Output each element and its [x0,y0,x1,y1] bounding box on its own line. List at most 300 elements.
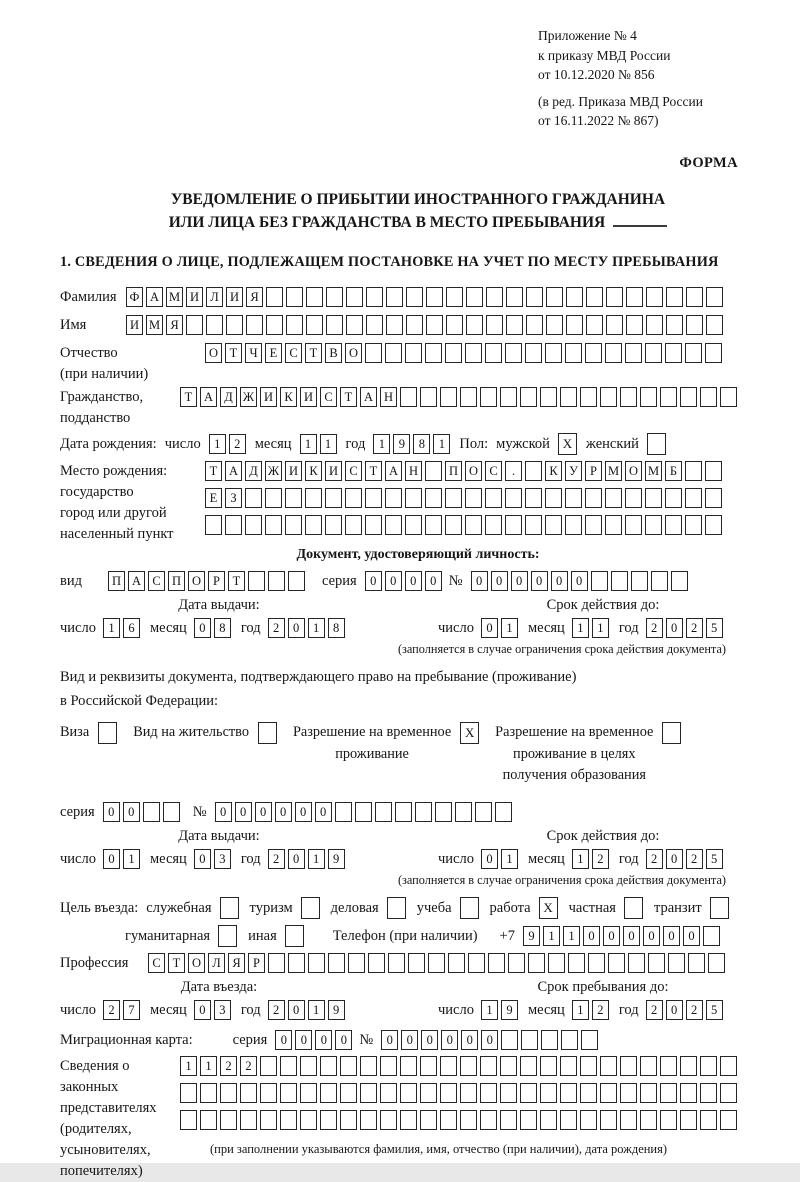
box-cell[interactable]: 0 [275,802,292,822]
box-cell[interactable] [245,488,262,508]
box-cell[interactable]: 2 [686,849,703,869]
patronymic-field[interactable] [205,343,725,363]
box-cell[interactable] [645,488,662,508]
box-cell[interactable]: С [485,461,502,481]
identity-doc-number-field[interactable] [471,571,691,591]
box-cell[interactable] [666,315,683,335]
purpose-other-checkbox[interactable] [285,925,307,947]
box-cell[interactable] [708,953,725,973]
box-cell[interactable] [540,1110,557,1130]
box-cell[interactable] [520,1110,537,1130]
box-cell[interactable] [545,343,562,363]
stay-until-month-field[interactable] [572,1000,612,1020]
box-cell[interactable]: 0 [623,926,640,946]
box-cell[interactable]: К [280,387,297,407]
box-cell[interactable] [703,926,720,946]
box-cell[interactable] [366,315,383,335]
box-cell[interactable] [305,515,322,535]
box-cell[interactable] [406,287,423,307]
box-cell[interactable] [540,387,557,407]
box-cell[interactable]: 0 [663,926,680,946]
box-cell[interactable]: 9 [328,849,345,869]
box-cell[interactable]: 0 [511,571,528,591]
box-cell[interactable]: 0 [531,571,548,591]
box-cell[interactable]: О [625,461,642,481]
box-cell[interactable] [525,343,542,363]
box-cell[interactable] [268,953,285,973]
box-cell[interactable]: 1 [300,434,317,454]
box-cell[interactable] [386,287,403,307]
box-cell[interactable]: Я [246,287,263,307]
box-cell[interactable]: Я [166,315,183,335]
box-cell[interactable] [405,515,422,535]
box-cell[interactable]: 0 [666,849,683,869]
box-cell[interactable] [248,571,265,591]
box-cell[interactable] [626,287,643,307]
box-cell[interactable] [346,287,363,307]
box-cell[interactable]: 0 [275,1030,292,1050]
box-cell[interactable] [386,315,403,335]
box-cell[interactable] [305,488,322,508]
box-cell[interactable]: 1 [433,434,450,454]
box-cell[interactable]: 1 [373,434,390,454]
box-cell[interactable]: А [225,461,242,481]
entry-year-field[interactable] [268,1000,348,1020]
box-cell[interactable] [591,571,608,591]
box-cell[interactable] [380,1110,397,1130]
box-cell[interactable]: 0 [255,802,272,822]
visa-checkbox[interactable] [98,722,120,744]
box-cell[interactable] [420,1056,437,1076]
box-cell[interactable]: А [385,461,402,481]
box-cell[interactable] [385,515,402,535]
box-cell[interactable] [265,515,282,535]
profession-field[interactable] [148,953,728,973]
phone-field[interactable] [523,926,723,946]
box-cell[interactable] [680,387,697,407]
box-cell[interactable] [163,802,180,822]
box-cell[interactable] [375,802,392,822]
box-cell[interactable] [406,315,423,335]
box-cell[interactable]: Е [205,488,222,508]
box-cell[interactable]: И [300,387,317,407]
box-cell[interactable] [486,287,503,307]
box-cell[interactable] [620,1083,637,1103]
identity-doc-expiry-day[interactable] [481,618,521,638]
box-cell[interactable] [365,343,382,363]
box-cell[interactable]: Д [245,461,262,481]
box-cell[interactable] [546,315,563,335]
box-cell[interactable] [446,287,463,307]
purpose-work-checkbox[interactable] [539,897,561,919]
box-cell[interactable] [631,571,648,591]
stay-until-year-field[interactable] [646,1000,726,1020]
box-cell[interactable]: 2 [103,1000,120,1020]
firstname-field[interactable] [126,315,726,335]
box-cell[interactable] [360,1056,377,1076]
box-cell[interactable] [560,387,577,407]
identity-doc-issue-year[interactable] [268,618,348,638]
box-cell[interactable]: О [205,343,222,363]
box-cell[interactable]: 0 [288,849,305,869]
box-cell[interactable] [625,515,642,535]
box-cell[interactable] [500,387,517,407]
box-cell[interactable]: О [188,571,205,591]
box-cell[interactable] [560,1110,577,1130]
box-cell[interactable] [626,315,643,335]
box-cell[interactable] [385,343,402,363]
box-cell[interactable] [325,488,342,508]
box-cell[interactable]: 0 [194,618,211,638]
box-cell[interactable]: 2 [220,1056,237,1076]
box-cell[interactable] [465,488,482,508]
box-cell[interactable] [625,343,642,363]
surname-field[interactable] [126,287,726,307]
box-cell[interactable] [620,1110,637,1130]
box-cell[interactable] [300,1110,317,1130]
box-cell[interactable]: . [505,461,522,481]
box-cell[interactable]: Р [585,461,602,481]
stay-doc-series-field[interactable] [103,802,183,822]
box-cell[interactable] [624,897,643,919]
box-cell[interactable] [660,1056,677,1076]
box-cell[interactable] [665,343,682,363]
box-cell[interactable]: 0 [441,1030,458,1050]
box-cell[interactable] [700,1110,717,1130]
box-cell[interactable]: 1 [320,434,337,454]
box-cell[interactable] [225,515,242,535]
box-cell[interactable]: 0 [481,849,498,869]
box-cell[interactable] [700,387,717,407]
box-cell[interactable]: Т [168,953,185,973]
box-cell[interactable]: 0 [425,571,442,591]
box-cell[interactable]: Л [208,953,225,973]
box-cell[interactable] [506,287,523,307]
box-cell[interactable] [540,1056,557,1076]
box-cell[interactable] [640,387,657,407]
box-cell[interactable] [475,802,492,822]
box-cell[interactable] [600,387,617,407]
box-cell[interactable]: 0 [583,926,600,946]
box-cell[interactable] [485,515,502,535]
box-cell[interactable]: Р [248,953,265,973]
box-cell[interactable]: 0 [235,802,252,822]
box-cell[interactable] [288,953,305,973]
box-cell[interactable] [440,1056,457,1076]
box-cell[interactable]: 0 [103,802,120,822]
box-cell[interactable] [685,461,702,481]
migration-card-series-field[interactable] [275,1030,355,1050]
box-cell[interactable]: П [445,461,462,481]
box-cell[interactable] [426,315,443,335]
box-cell[interactable]: Ф [126,287,143,307]
box-cell[interactable]: 0 [385,571,402,591]
box-cell[interactable]: 0 [315,1030,332,1050]
box-cell[interactable] [685,343,702,363]
box-cell[interactable]: 1 [180,1056,197,1076]
box-cell[interactable]: 1 [572,1000,589,1020]
box-cell[interactable] [400,1056,417,1076]
box-cell[interactable]: 0 [471,571,488,591]
box-cell[interactable] [240,1083,257,1103]
box-cell[interactable]: 0 [461,1030,478,1050]
box-cell[interactable]: 0 [295,802,312,822]
box-cell[interactable] [266,315,283,335]
box-cell[interactable] [686,287,703,307]
box-cell[interactable] [300,1083,317,1103]
box-cell[interactable] [387,897,406,919]
box-cell[interactable] [640,1110,657,1130]
box-cell[interactable] [705,461,722,481]
box-cell[interactable] [671,571,688,591]
box-cell[interactable] [580,387,597,407]
box-cell[interactable] [680,1110,697,1130]
entry-day-field[interactable] [103,1000,143,1020]
box-cell[interactable] [280,1110,297,1130]
box-cell[interactable]: 2 [686,618,703,638]
box-cell[interactable] [520,387,537,407]
box-cell[interactable] [98,722,117,744]
box-cell[interactable]: 9 [393,434,410,454]
box-cell[interactable]: 3 [214,849,231,869]
box-cell[interactable] [568,953,585,973]
box-cell[interactable] [546,287,563,307]
temp-residence-education-checkbox[interactable] [662,722,684,744]
box-cell[interactable] [286,315,303,335]
box-cell[interactable] [286,287,303,307]
box-cell[interactable]: 0 [215,802,232,822]
box-cell[interactable]: Т [225,343,242,363]
box-cell[interactable] [466,315,483,335]
box-cell[interactable]: 0 [401,1030,418,1050]
box-cell[interactable] [385,488,402,508]
box-cell[interactable]: 0 [421,1030,438,1050]
box-cell[interactable] [345,515,362,535]
box-cell[interactable] [460,1110,477,1130]
box-cell[interactable] [660,1110,677,1130]
box-cell[interactable]: С [320,387,337,407]
box-cell[interactable] [548,953,565,973]
box-cell[interactable]: 8 [413,434,430,454]
box-cell[interactable] [440,1083,457,1103]
box-cell[interactable] [600,1083,617,1103]
box-cell[interactable] [360,1110,377,1130]
representatives-field-row3[interactable] [180,1110,740,1130]
box-cell[interactable]: 0 [288,618,305,638]
box-cell[interactable] [710,897,729,919]
box-cell[interactable] [365,515,382,535]
box-cell[interactable] [426,287,443,307]
box-cell[interactable]: З [225,488,242,508]
box-cell[interactable]: И [285,461,302,481]
box-cell[interactable] [280,1056,297,1076]
box-cell[interactable]: 2 [268,618,285,638]
box-cell[interactable]: 0 [295,1030,312,1050]
identity-doc-kind-field[interactable] [108,571,308,591]
purpose-transit-checkbox[interactable] [710,897,732,919]
box-cell[interactable] [220,1083,237,1103]
box-cell[interactable]: Е [265,343,282,363]
box-cell[interactable] [620,1056,637,1076]
box-cell[interactable] [420,1083,437,1103]
box-cell[interactable]: С [345,461,362,481]
box-cell[interactable]: 1 [103,618,120,638]
birth-year-field[interactable] [373,434,453,454]
box-cell[interactable] [488,953,505,973]
box-cell[interactable]: 0 [481,1030,498,1050]
box-cell[interactable]: 1 [572,849,589,869]
box-cell[interactable] [395,802,412,822]
box-cell[interactable]: Н [380,387,397,407]
box-cell[interactable] [355,802,372,822]
box-cell[interactable]: 8 [214,618,231,638]
box-cell[interactable] [368,953,385,973]
box-cell[interactable] [662,722,681,744]
box-cell[interactable] [400,1110,417,1130]
box-cell[interactable] [346,315,363,335]
box-cell[interactable]: 0 [381,1030,398,1050]
box-cell[interactable] [485,488,502,508]
box-cell[interactable] [640,1056,657,1076]
birth-day-field[interactable] [209,434,249,454]
box-cell[interactable]: А [146,287,163,307]
box-cell[interactable] [328,953,345,973]
box-cell[interactable] [585,343,602,363]
box-cell[interactable]: 0 [194,849,211,869]
stay-doc-expiry-year[interactable] [646,849,726,869]
box-cell[interactable]: 5 [706,1000,723,1020]
box-cell[interactable]: 5 [706,618,723,638]
box-cell[interactable] [586,315,603,335]
entry-month-field[interactable] [194,1000,234,1020]
box-cell[interactable] [680,1083,697,1103]
box-cell[interactable] [720,387,737,407]
box-cell[interactable]: Т [228,571,245,591]
box-cell[interactable] [720,1110,737,1130]
citizenship-field[interactable] [180,387,740,407]
box-cell[interactable] [560,1083,577,1103]
box-cell[interactable] [605,343,622,363]
box-cell[interactable] [285,488,302,508]
box-cell[interactable]: 0 [123,802,140,822]
box-cell[interactable] [521,1030,538,1050]
box-cell[interactable]: 0 [288,1000,305,1020]
box-cell[interactable]: 1 [200,1056,217,1076]
box-cell[interactable]: 1 [563,926,580,946]
box-cell[interactable]: 2 [229,434,246,454]
box-cell[interactable] [645,515,662,535]
box-cell[interactable] [288,571,305,591]
box-cell[interactable] [640,1083,657,1103]
box-cell[interactable] [561,1030,578,1050]
stay-doc-expiry-month[interactable] [572,849,612,869]
box-cell[interactable] [501,1030,518,1050]
box-cell[interactable] [680,1056,697,1076]
box-cell[interactable] [388,953,405,973]
box-cell[interactable]: X [539,897,558,919]
birth-place-field-row3[interactable] [205,515,725,535]
box-cell[interactable]: П [168,571,185,591]
box-cell[interactable] [706,287,723,307]
box-cell[interactable]: 2 [268,849,285,869]
box-cell[interactable]: М [146,315,163,335]
box-cell[interactable]: П [108,571,125,591]
box-cell[interactable]: 2 [646,1000,663,1020]
box-cell[interactable]: И [325,461,342,481]
box-cell[interactable] [705,343,722,363]
box-cell[interactable]: 5 [706,849,723,869]
box-cell[interactable] [300,1056,317,1076]
box-cell[interactable]: 0 [603,926,620,946]
box-cell[interactable]: О [465,461,482,481]
box-cell[interactable]: Т [180,387,197,407]
stay-until-day-field[interactable] [481,1000,521,1020]
purpose-study-checkbox[interactable] [460,897,482,919]
box-cell[interactable]: 1 [308,849,325,869]
box-cell[interactable] [400,387,417,407]
box-cell[interactable] [545,488,562,508]
box-cell[interactable] [525,488,542,508]
purpose-humanitarian-checkbox[interactable] [218,925,240,947]
box-cell[interactable]: О [345,343,362,363]
box-cell[interactable]: М [605,461,622,481]
box-cell[interactable] [260,1056,277,1076]
box-cell[interactable]: 0 [683,926,700,946]
box-cell[interactable]: Д [220,387,237,407]
box-cell[interactable]: К [305,461,322,481]
box-cell[interactable]: К [545,461,562,481]
identity-doc-issue-day[interactable] [103,618,143,638]
box-cell[interactable] [600,1056,617,1076]
box-cell[interactable] [565,343,582,363]
box-cell[interactable] [220,1110,237,1130]
box-cell[interactable]: Б [665,461,682,481]
gender-male-checkbox[interactable] [558,433,580,455]
box-cell[interactable]: В [325,343,342,363]
box-cell[interactable]: 0 [571,571,588,591]
box-cell[interactable]: Я [228,953,245,973]
box-cell[interactable] [320,1083,337,1103]
box-cell[interactable] [180,1083,197,1103]
box-cell[interactable] [205,515,222,535]
box-cell[interactable]: 0 [481,618,498,638]
box-cell[interactable] [500,1083,517,1103]
box-cell[interactable]: 1 [308,618,325,638]
birth-place-field-row1[interactable] [205,461,725,481]
box-cell[interactable] [648,953,665,973]
box-cell[interactable] [405,343,422,363]
box-cell[interactable] [415,802,432,822]
box-cell[interactable] [445,488,462,508]
box-cell[interactable]: Т [340,387,357,407]
box-cell[interactable]: 1 [308,1000,325,1020]
box-cell[interactable] [405,488,422,508]
box-cell[interactable] [565,488,582,508]
box-cell[interactable] [560,1056,577,1076]
box-cell[interactable] [525,515,542,535]
stay-doc-number-field[interactable] [215,802,515,822]
box-cell[interactable] [580,1110,597,1130]
box-cell[interactable] [440,387,457,407]
box-cell[interactable] [326,315,343,335]
box-cell[interactable] [226,315,243,335]
box-cell[interactable]: 2 [268,1000,285,1020]
box-cell[interactable]: Т [365,461,382,481]
box-cell[interactable] [420,1110,437,1130]
box-cell[interactable] [400,1083,417,1103]
box-cell[interactable]: И [226,287,243,307]
box-cell[interactable] [685,515,702,535]
